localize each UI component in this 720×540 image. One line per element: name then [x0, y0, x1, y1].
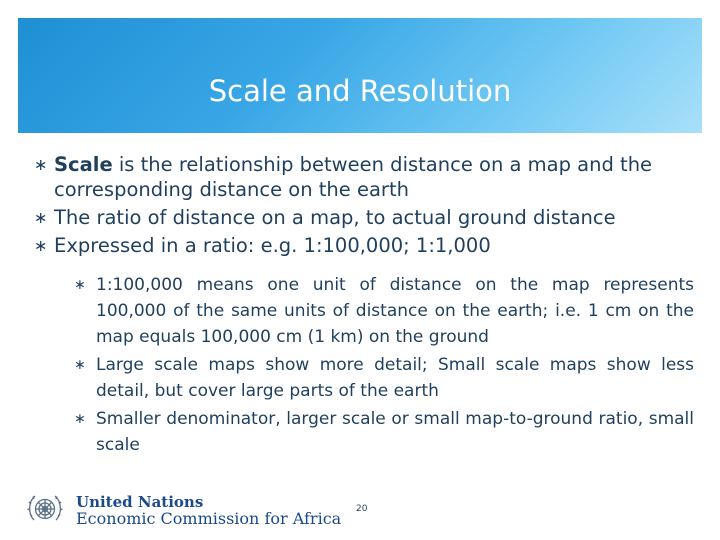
bullet-keyword: Scale — [54, 153, 113, 176]
bullet-list — [34, 152, 694, 458]
bullet-text: is the relationship between distance on a map and the corresponding distance on the earth — [54, 153, 653, 201]
sub-bullet-item — [74, 406, 694, 458]
bullet-icon: ∗ — [34, 208, 48, 227]
bullet-item — [34, 205, 684, 230]
bullet-icon: ∗ — [74, 277, 86, 293]
bullet-icon: ∗ — [74, 411, 86, 427]
bullet-icon: ∗ — [34, 236, 48, 255]
bullet-icon: ∗ — [74, 357, 86, 373]
bullet-text: Expressed in a ratio: e.g. 1:100,000; 1:1,000 — [54, 234, 491, 257]
footer-line-1: United Nations — [76, 493, 204, 511]
bullet-text: The ratio of distance on a map, to actual ground distance — [54, 206, 616, 229]
bullet-icon: ∗ — [34, 155, 48, 174]
sub-bullet-text: 1:100,000 means one unit of distance on the map represents 100,000 of the same units of distance on the earth; i.e. 1 cm on the map equals 100,000 cm (1 km) on the ground — [96, 275, 694, 347]
title-banner — [18, 18, 702, 133]
slide-title: Scale and Resolution — [208, 74, 512, 108]
bullet-item — [34, 152, 684, 202]
sub-bullet-text: Large scale maps show more detail; Small scale maps show less detail, but cover large parts of the earth — [96, 355, 694, 401]
slide-content — [34, 152, 694, 461]
sub-bullet-item — [74, 272, 694, 350]
footer-text — [76, 494, 341, 527]
sub-bullet-list — [74, 272, 694, 458]
sub-bullet-item — [74, 352, 694, 404]
un-emblem-icon — [26, 490, 64, 528]
page-number: 20 — [356, 504, 368, 514]
footer-line-2: Economic Commission for Africa — [76, 509, 342, 528]
sub-bullet-text: Smaller denominator, larger scale or small map-to-ground ratio, small scale — [96, 409, 694, 455]
bullet-item — [34, 233, 694, 458]
